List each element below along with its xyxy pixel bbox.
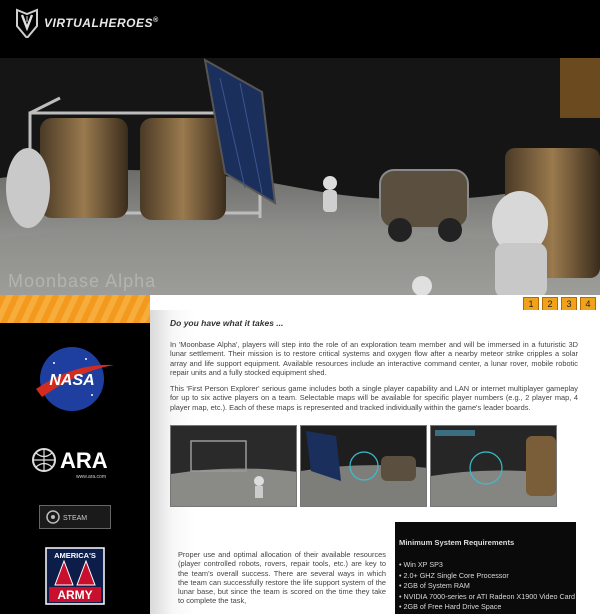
- hero-banner: [0, 58, 600, 298]
- nasa-meatball-icon: [34, 345, 116, 413]
- main-content: [150, 310, 600, 614]
- shield-logo-icon: [14, 8, 40, 38]
- headline: Do you have what it takes ...: [170, 318, 284, 328]
- requirement-item: • 2GB of Free Hard Drive Space: [399, 602, 502, 611]
- screenshot-2[interactable]: [300, 425, 427, 507]
- screenshot-1[interactable]: [170, 425, 297, 507]
- screenshot-3[interactable]: [430, 425, 557, 507]
- requirement-item: • 2GB of System RAM: [399, 581, 470, 590]
- requirements-list: [399, 560, 576, 613]
- site-header: [0, 0, 600, 58]
- strategy-paragraph: Proper use and optimal allocation of their available resources (player controlled robots, rovers, repair tools, etc.) are key to the team's overall success. There are several ways in which the team can successfully restore the life support system of the lunar base, but since the team is scored on the time they take to complete the task,: [178, 550, 386, 606]
- moonbase-scene-illustration: [0, 58, 600, 298]
- nasa-wordmark: NASA: [49, 372, 95, 389]
- steam-wordmark: STEAM: [63, 515, 88, 522]
- page-button-2[interactable]: 2: [542, 297, 558, 312]
- americas-army-logo[interactable]: [0, 547, 150, 605]
- requirements-title: Minimum System Requirements: [399, 538, 515, 547]
- ara-wordmark: ARA: [60, 448, 108, 473]
- brand-name: VIRTUALHEROES®: [44, 16, 159, 30]
- requirement-item: • 2.0+ GHZ Single Core Processor: [399, 570, 509, 580]
- hero-caption: Moonbase Alpha: [8, 271, 157, 291]
- page-button-3[interactable]: 3: [561, 297, 577, 312]
- ara-url: www.ara.com: [76, 474, 107, 480]
- americas-army-icon: [45, 547, 105, 605]
- requirement-item: • Win XP SP3: [399, 560, 443, 569]
- requirement-item: • NVIDIA 7000-series or ATI Radeon X1900 Video Card: [399, 591, 576, 601]
- nasa-logo[interactable]: [0, 345, 150, 413]
- ara-logo[interactable]: [0, 443, 150, 483]
- virtual-heroes-logo[interactable]: [14, 8, 159, 38]
- page-button-4[interactable]: 4: [580, 297, 596, 312]
- americas-text: AMERICA'S: [54, 551, 96, 560]
- system-requirements-box: [395, 522, 576, 614]
- ara-globe-icon: [30, 443, 120, 483]
- intro-paragraph: In 'Moonbase Alpha', players will step into the role of an exploration team member and will be immersed in a futuristic 3D lunar settlement. Their mission is to restore critical systems and oxygen flow after a nearby meteor strike cripples a solar array and life support equipment. Available resources include an interactive command center, a lunar rover, mobile robotic repair units and a fully stocked equipment shed.: [170, 340, 578, 377]
- gameplay-paragraph: This 'First Person Explorer' serious game includes both a single player capability and LAN or internet multiplayer gameplay for up to six active players on a team. Selectable maps will be available for specific player numbers (e.g., 2 player map, 4 player map, etc.). Each of these maps is represented and tracked individually within the game's leader boards.: [170, 384, 578, 412]
- steam-logo[interactable]: [0, 505, 150, 529]
- army-text: ARMY: [57, 588, 93, 602]
- screenshot-gallery: [170, 425, 557, 507]
- partner-sidebar: [0, 323, 150, 614]
- steam-icon: [39, 505, 111, 529]
- page-button-1[interactable]: 1: [523, 297, 539, 312]
